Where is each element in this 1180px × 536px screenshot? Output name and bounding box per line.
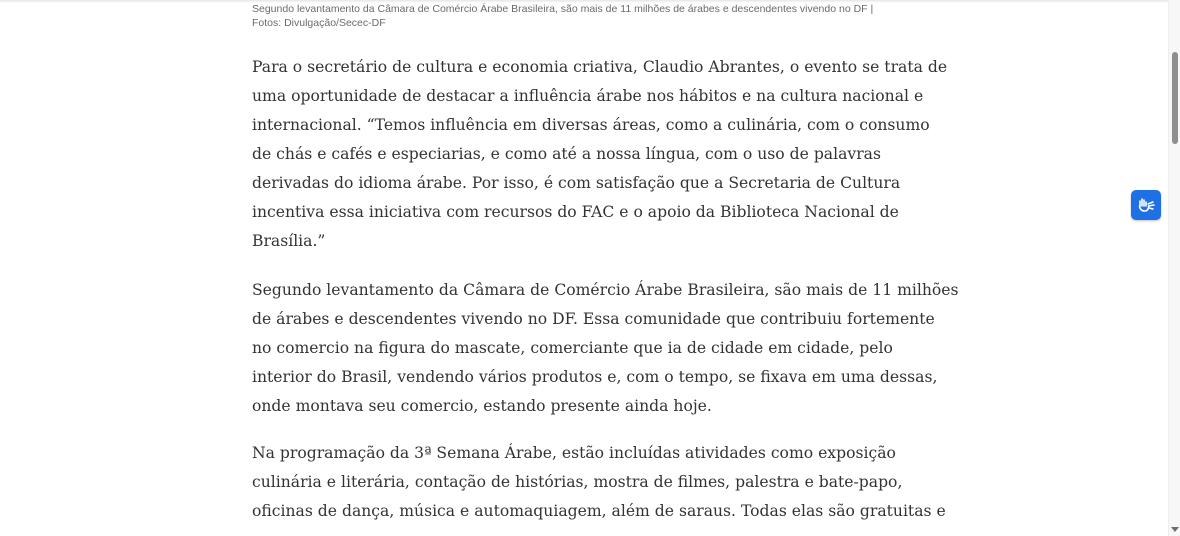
paragraph-line: internacional. “Temos influência em diversas áreas, como a culinária, com o consumo [252,116,930,134]
paragraph-line: de chás e cafés e especiarias, e como até a nossa língua, com o uso de palavras [252,145,881,163]
paragraph-line: Para o secretário de cultura e economia criativa, Claudio Abrantes, o evento se trata de [252,58,948,76]
paragraph-line: no comercio na figura do mascate, comerciante que ia de cidade em cidade, pelo [252,339,893,357]
sign-language-hands-icon [1136,195,1156,215]
paragraph-line: Na programação da 3ª Semana Árabe, estão incluídas atividades como exposição [252,444,896,462]
paragraph-line: interior do Brasil, vendendo vários produtos e, com o tempo, se fixava em uma dessas, [252,368,938,386]
photo-caption-line: Segundo levantamento da Câmara de Comércio Árabe Brasileira, são mais de 11 milhões de árabes e descendentes vivendo no DF | [252,3,874,15]
paragraph-line: culinária e literária, contação de histórias, mostra de filmes, palestra e bate-papo, [252,473,903,491]
paragraph-line: oficinas de dança, música e automaquiagem, além de saraus. Todas elas são gratuitas e [252,502,946,520]
paragraph-line: onde montava seu comercio, estando presente ainda hoje. [252,397,712,415]
vlibras-accessibility-button[interactable] [1131,190,1161,220]
paragraph-line: incentiva essa iniciativa com recursos do FAC e o apoio da Biblioteca Nacional de [252,203,899,221]
paragraph-line: uma oportunidade de destacar a influência árabe nos hábitos e na cultura nacional e [252,87,924,105]
paragraph-line: Segundo levantamento da Câmara de Comércio Árabe Brasileira, são mais de 11 milhões [252,281,959,299]
paragraph-line: Brasília.” [252,232,326,250]
paragraph-line: derivadas do idioma árabe. Por isso, é com satisfação que a Secretaria de Cultura [252,174,901,192]
article-paragraph [252,439,946,526]
vertical-scrollbar[interactable] [1168,0,1180,536]
scrollbar-thumb[interactable] [1172,52,1178,144]
paragraph-line: de árabes e descendentes vivendo no DF. Essa comunidade que contribuiu fortemente [252,310,935,328]
photo-caption [252,0,892,30]
article-paragraph [252,53,947,256]
article-body [252,0,959,520]
photo-credit-line: Fotos: Divulgação/Secec-DF [252,17,386,29]
scroll-down-arrow-icon[interactable] [1171,527,1179,532]
article-paragraph [252,276,959,421]
